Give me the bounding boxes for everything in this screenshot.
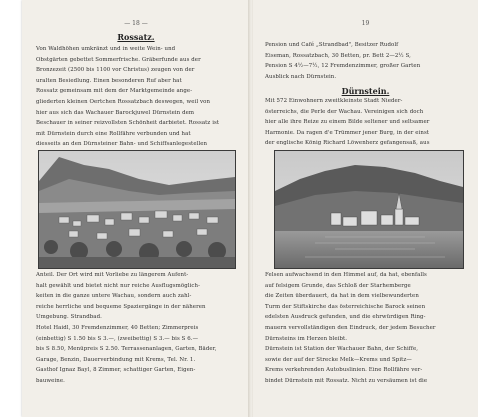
left-page-number: — 18 — — [124, 20, 148, 27]
photo-rossatz — [38, 150, 236, 269]
text-line: Dürnsteins im Herzen bleibt. — [265, 335, 348, 342]
text-line: Anteil. Der Ort wird mit Vorliebe zu längerem Aufent- — [36, 272, 189, 278]
heading-duernstein: Dürnstein. — [341, 86, 390, 96]
text-line: Krems verkehrenden Autobuslinien. Eine Rollfähre ver- — [265, 367, 423, 374]
heading-rossatz: Rossatz. — [117, 32, 155, 42]
text-line: uralten Besiedlung. Einen besonderen Ruf aber hat — [36, 77, 182, 84]
text-line: bindet Dürnstein mit Rossatz. Nicht zu versäumen ist die — [265, 377, 428, 384]
text-line: Rossatz gemeinsam mit dem der Marktgemeinde ange- — [36, 88, 193, 95]
text-line: Eiseman, Rossatzbach, 30 Betten, pr. Bett 2—2½ S, — [265, 52, 411, 59]
text-line: mauern vervollständigen den Eindruck, der jedem Besucher — [265, 324, 436, 331]
text-line: Harmonie. Da ragen d'e Trümmer jener Burg, in der einst — [265, 129, 430, 136]
right-text-bottom — [265, 270, 465, 387]
text-line: Turm der Stiftskirche das österreichische Barock seinen — [265, 303, 426, 310]
text-line: Obstgärten gebettet Sommerfrische. Gräberfunde aus der — [36, 56, 201, 63]
text-line: Pension S 4½—7½, 12 Fremdenzimmer, großer Garten — [265, 63, 421, 70]
right-page-number: 19 — [361, 20, 370, 27]
right-text-top — [265, 40, 465, 82]
text-line: Dürnstein ist Station der Wachauer Bahn, der Schiffe, — [265, 346, 419, 353]
text-line: Felsen aufwachsend in den Himmel auf, da hat, ebenfalls — [265, 272, 427, 278]
text-line: sowie der auf der Strecke Melk—Krems und Spitz— — [265, 356, 412, 363]
text-line: bauweine. — [36, 377, 65, 384]
photo-duernstein — [274, 150, 464, 269]
left-text-top — [36, 44, 236, 150]
text-line: diesseits an den Dürnsteiner Bahn- und Schiffsanlegestellen — [36, 141, 208, 148]
text-line: Gasthof Ignaz Bayl, 8 Zimmer, schattiger Garten, Eigen- — [36, 367, 196, 374]
text-line: gliederten kleinen Oertchen Rossatzbach deswegen, weil von — [36, 98, 211, 105]
left-text-bottom — [36, 270, 236, 387]
text-line: Hotel Haidl, 30 Fremdenzimmer, 40 Betten; Zimmerpreis — [36, 324, 199, 331]
text-line: Bronzezeit (2500 bis 1100 vor Christus) zeugen von der — [36, 67, 195, 74]
text-line: hier alle ihre Reize zu einem Bilde seltener und seltsamer — [265, 119, 430, 126]
right-text-mid — [265, 96, 465, 149]
text-line: die Zeiten überdauert, da hat in dem vielbewunderten — [265, 293, 419, 300]
text-line: bis S 8.50, Menüpreis S 2.50. Terrassenanlagen, Garten, Bäder, — [36, 346, 217, 353]
text-line: keiten in die ganze untere Wachau, sondern auch zahl- — [36, 293, 192, 300]
text-line: Umgebung. Strandbad. — [36, 314, 102, 321]
text-line: der englische König Richard Löwenherz gefangensaß, aus — [265, 140, 430, 147]
text-line: Garage, Benzin, Dauerverbindung mit Krems, Tel. Nr. 1. — [36, 356, 196, 363]
left-page — [22, 0, 250, 417]
text-line: reiche herrliche und bequeme Spaziergänge in der näheren — [36, 303, 206, 310]
text-line: hier aus sich das Wachauer Barockjuwel Dürnstein dem — [36, 109, 195, 116]
text-line: Ausblick nach Dürnstein. — [265, 73, 337, 80]
text-line: edelsten Ausdruck gefunden, und die ehrwürdigen Ring- — [265, 314, 426, 321]
text-line: Beschauer in seiner reizvollsten Schönheit darbietet. Rossatz ist — [36, 120, 220, 127]
right-page — [253, 0, 478, 417]
text-line: mit Dürnstein durch eine Rollfähre verbunden und hat — [36, 130, 191, 137]
text-line: Mit 572 Einwohnern zweitkleinste Stadt Nieder- — [265, 98, 403, 104]
text-line: Von Waldhöhen umkränzt und in weite Wein- und — [36, 46, 176, 52]
text-line: auf felsigem Grunde, das Schloß der Starhemberge — [265, 282, 411, 289]
text-line: Pension und Café „Strandbad", Besitzer Rudolf — [265, 42, 399, 48]
text-line: österreichs, die Perle der Wachau. Vereinigen sich doch — [265, 108, 424, 115]
text-line: halt gewählt und bietet nicht nur reiche Ausflugsmöglich- — [36, 282, 201, 289]
text-line: (einbettig) S 1.50 bis S 3.—, (zweibettig) S 3.— bis S 6.— — [36, 335, 199, 342]
